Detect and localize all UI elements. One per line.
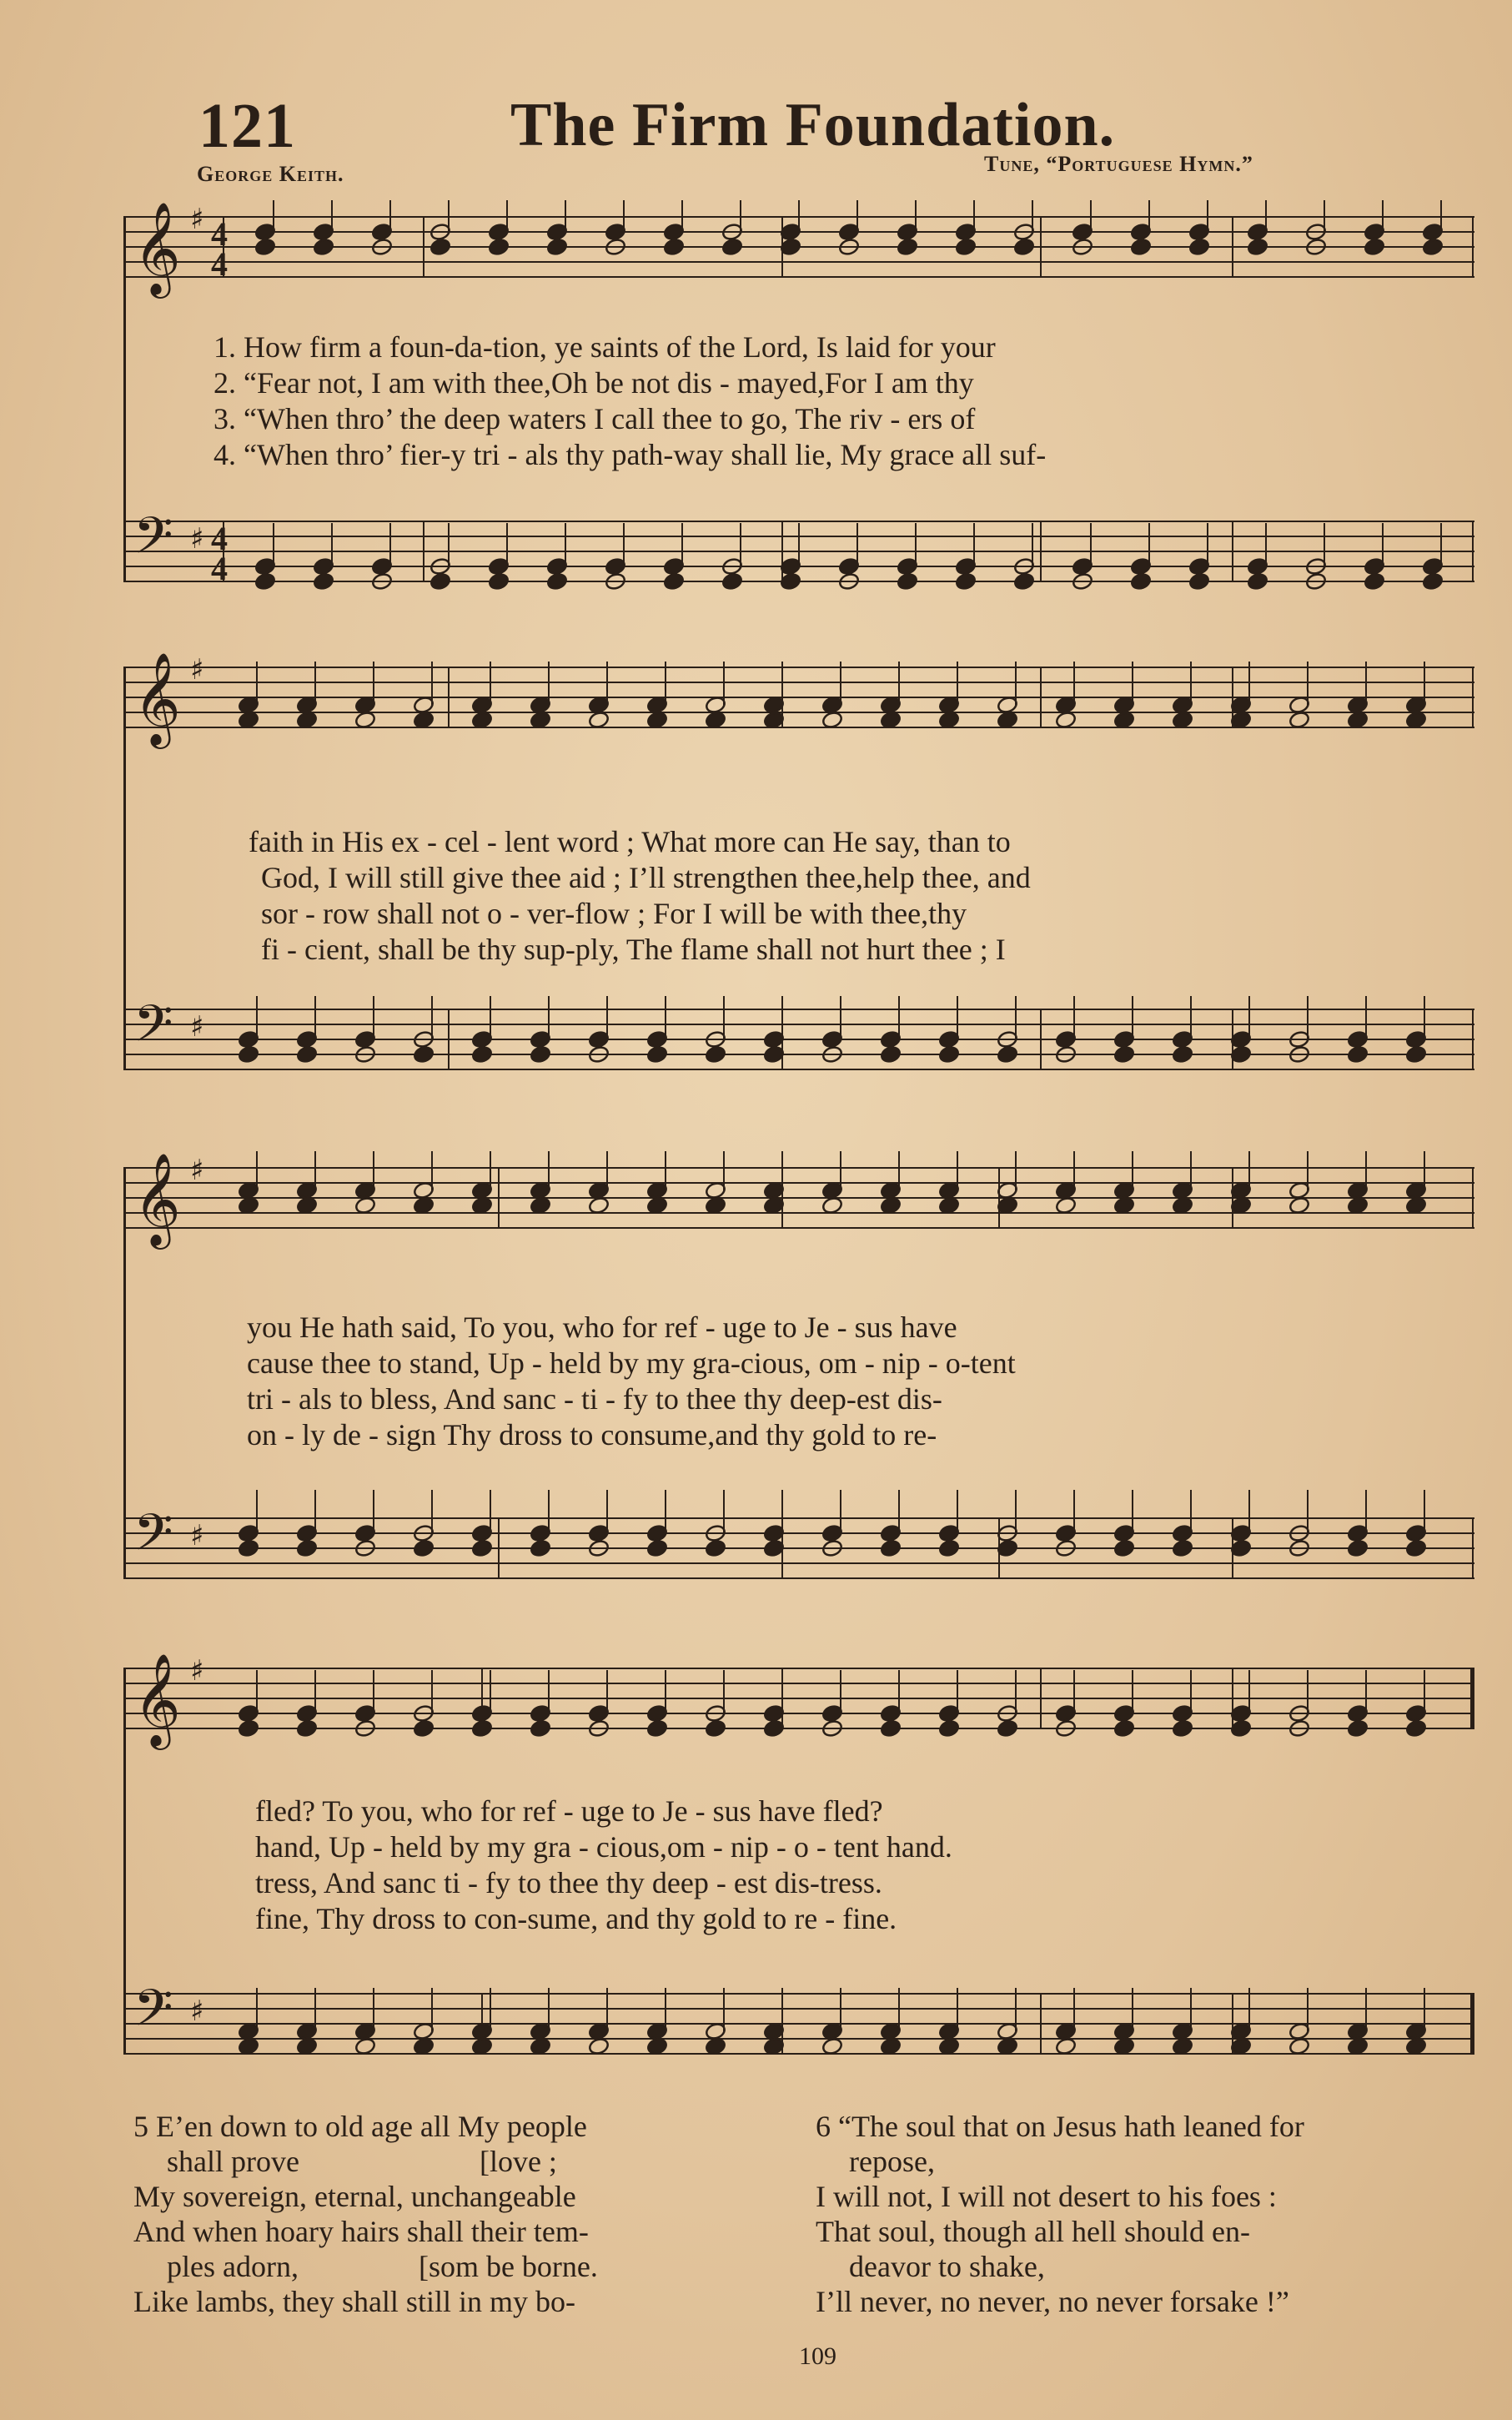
page-number: 109 xyxy=(799,2342,836,2370)
svg-text:𝄞: 𝄞 xyxy=(133,1152,181,1245)
svg-text:♯: ♯ xyxy=(190,203,204,236)
lyric-line: tri - als to bless, And sanc - ti - fy to thee thy deep-est dis- xyxy=(247,1382,942,1416)
verse-line: repose, xyxy=(849,2145,935,2178)
lyric-line: fled? To you, who for ref - uge to Je - sus have fled? xyxy=(255,1794,883,1828)
svg-text:4: 4 xyxy=(211,245,228,283)
verse-line: My sovereign, eternal, unchangeable xyxy=(133,2180,576,2213)
svg-text:4: 4 xyxy=(211,215,228,253)
svg-text:4: 4 xyxy=(211,520,228,557)
svg-text:4: 4 xyxy=(211,550,228,587)
lyric-line: cause thee to stand, Up - held by my gra-cious, om - nip - o-tent xyxy=(247,1346,1016,1380)
lyric-line: on - ly de - sign Thy dross to consume,and thy gold to re- xyxy=(247,1418,937,1451)
music-system-3 xyxy=(123,1151,1474,1652)
svg-text:𝄢: 𝄢 xyxy=(133,1503,173,1575)
svg-text:𝄢: 𝄢 xyxy=(133,994,173,1066)
svg-text:♯: ♯ xyxy=(190,522,204,556)
hymn-title: The Firm Foundation. xyxy=(510,91,1116,159)
lyric-line: 4. “When thro’ fier-y tri - als thy path-way shall lie, My grace all suf- xyxy=(213,438,1047,471)
lyric-line: sor - row shall not o - ver-flow ; For I will be with thee,thy xyxy=(261,897,967,930)
verse-line: Like lambs, they shall still in my bo- xyxy=(133,2285,575,2318)
svg-text:♯: ♯ xyxy=(190,1654,204,1688)
svg-text:𝄞: 𝄞 xyxy=(133,201,181,294)
hymn-author: George Keith. xyxy=(197,162,344,186)
svg-text:𝄢: 𝄢 xyxy=(133,1979,173,2050)
verse-line: 6 “The soul that on Jesus hath leaned for xyxy=(816,2110,1304,2143)
svg-text:♯: ♯ xyxy=(190,653,204,687)
verse-line: 5 E’en down to old age all My people xyxy=(133,2110,587,2143)
lyric-line: 1. How firm a foun-da-tion, ye saints of the Lord, Is laid for your xyxy=(213,330,996,364)
svg-text:♯: ♯ xyxy=(190,1519,204,1552)
music-system-2 xyxy=(123,651,1474,1118)
lyric-line: 2. “Fear not, I am with thee,Oh be not dis - mayed,For I am thy xyxy=(213,366,974,400)
verse-line: I’ll never, no never, no never forsake !” xyxy=(816,2285,1289,2318)
lyric-line: fine, Thy dross to con-sume, and thy gold to re - fine. xyxy=(255,1902,897,1935)
verse-line: I will not, I will not desert to his foes : xyxy=(816,2180,1277,2213)
verse-6 xyxy=(816,2109,1499,2319)
verse-line: That soul, though all hell should en- xyxy=(816,2215,1250,2248)
verse-line: deavor to shake, xyxy=(849,2250,1045,2283)
svg-text:𝄢: 𝄢 xyxy=(133,506,173,578)
lyric-line: hand, Up - held by my gra - cious,om - nip - o - tent hand. xyxy=(255,1830,952,1864)
music-system-1 xyxy=(123,200,1474,651)
svg-text:♯: ♯ xyxy=(190,1154,204,1187)
music-system-4 xyxy=(123,1652,1474,2119)
verse-line: And when hoary hairs shall their tem- xyxy=(133,2215,589,2248)
lyric-line: 3. “When thro’ the deep waters I call thee to go, The riv - ers of xyxy=(213,402,976,435)
svg-text:♯: ♯ xyxy=(190,1010,204,1044)
lyric-line: fi - cient, shall be thy sup-ply, The flame shall not hurt thee ; I xyxy=(261,933,1006,966)
svg-text:𝄞: 𝄞 xyxy=(133,652,181,745)
svg-text:𝄞: 𝄞 xyxy=(133,1653,181,1746)
lyric-line: God, I will still give thee aid ; I’ll strengthen thee,help thee, and xyxy=(261,861,1031,894)
svg-text:♯: ♯ xyxy=(190,1995,204,2028)
lyric-line: you He hath said, To you, who for ref - uge to Je - sus have xyxy=(247,1311,957,1344)
hymn-tune: Tune, “Portuguese Hymn.” xyxy=(984,152,1253,176)
verse-line: ples adorn, [som be borne. xyxy=(167,2250,598,2283)
verse-5 xyxy=(133,2109,817,2319)
lyric-line: tress, And sanc ti - fy to thee thy deep - est dis-tress. xyxy=(255,1866,882,1899)
lyric-line: faith in His ex - cel - lent word ; What more can He say, than to xyxy=(249,825,1011,858)
hymn-number: 121 xyxy=(198,91,296,161)
verse-line: shall prove [love ; xyxy=(167,2145,557,2178)
